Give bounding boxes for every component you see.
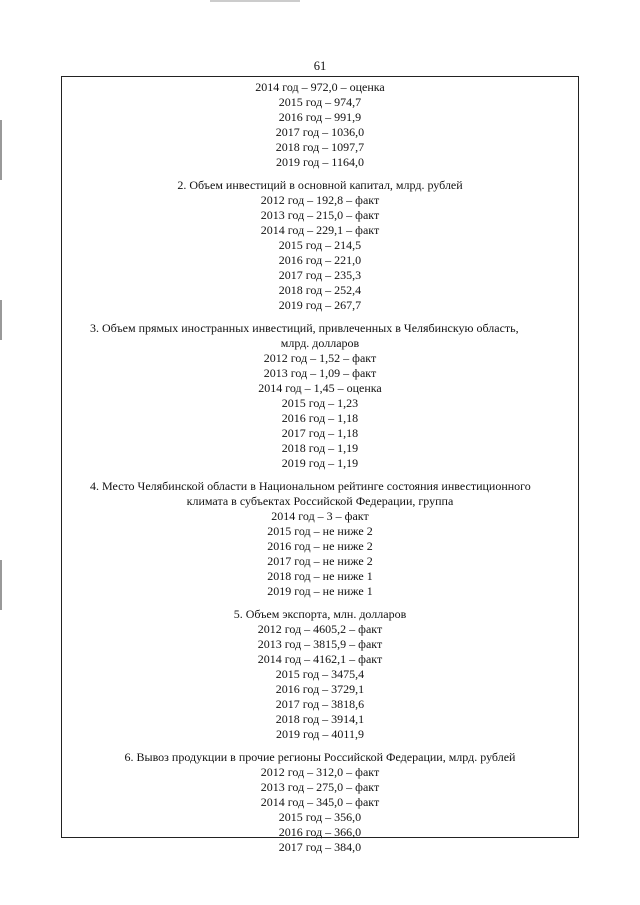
scan-edge-mark <box>0 300 2 340</box>
value-line: 2012 год – 4605,2 – факт <box>257 622 383 636</box>
value-line: 2017 год – 1,18 <box>281 426 359 440</box>
value-line: 2015 год – не ниже 2 <box>267 524 373 538</box>
page-number: 61 <box>313 59 327 73</box>
value-line: 2019 год – 1,19 <box>281 456 359 470</box>
value-line: 2014 год – 1,45 – оценка <box>258 381 382 395</box>
value-line: 2012 год – 312,0 – факт <box>260 765 380 779</box>
value-line: 2018 год – 1097,7 <box>275 140 365 154</box>
value-line: 2016 год – 3729,1 <box>275 682 365 696</box>
section-heading: 5. Объем экспорта, млн. долларов <box>233 607 407 621</box>
value-line: 2019 год – 267,7 <box>278 298 362 312</box>
value-line: 2014 год – 229,1 – факт <box>260 223 380 237</box>
value-line: 2013 год – 1,09 – факт <box>263 366 377 380</box>
value-line: 2014 год – 4162,1 – факт <box>257 652 383 666</box>
value-line: 2019 год – 1164,0 <box>276 155 364 169</box>
content-frame <box>61 76 579 854</box>
value-line: 2016 год – 221,0 <box>278 253 362 267</box>
value-line: 2014 год – 3 – факт <box>271 509 369 523</box>
scan-edge-mark <box>0 560 2 610</box>
value-line: 2016 год – 366,0 <box>278 825 362 839</box>
value-line: 2015 год – 356,0 <box>278 810 362 824</box>
value-line: 2017 год – 3818,6 <box>275 697 365 711</box>
section-heading: 2. Объем инвестиций в основной капитал, млрд. рублей <box>177 178 463 192</box>
value-line: 2016 год – 991,9 <box>278 110 362 124</box>
section-heading: 6. Вывоз продукции в прочие регионы Российской Федерации, млрд. рублей <box>124 750 516 764</box>
value-line: 2012 год – 1,52 – факт <box>263 351 377 365</box>
value-line: 2015 год – 3475,4 <box>275 667 365 681</box>
section-heading: 3. Объем прямых иностранных инвестиций, привлеченных в Челябинскую область, <box>90 321 519 335</box>
indicator-list <box>62 80 578 855</box>
value-line: 2013 год – 3815,9 – факт <box>257 637 383 651</box>
value-line: 2018 год – не ниже 1 <box>267 569 373 583</box>
value-line: 2013 год – 215,0 – факт <box>260 208 380 222</box>
value-line: 2018 год – 3914,1 <box>275 712 365 726</box>
value-line: 2013 год – 275,0 – факт <box>260 780 380 794</box>
value-line: 2017 год – не ниже 2 <box>267 554 373 568</box>
section-heading-continuation: климата в субъектах Российской Федерации, группа <box>186 494 454 508</box>
value-line: 2018 год – 252,4 <box>278 283 362 297</box>
value-line: 2015 год – 1,23 <box>281 396 359 410</box>
value-line: 2018 год – 1,19 <box>281 441 359 455</box>
value-line: 2019 год – не ниже 1 <box>267 584 373 598</box>
value-line: 2016 год – 1,18 <box>281 411 359 425</box>
value-line: 2012 год – 192,8 – факт <box>260 193 380 207</box>
value-line: 2017 год – 384,0 <box>278 840 362 854</box>
scan-smudge <box>210 0 300 2</box>
section-heading: 4. Место Челябинской области в Национальном рейтинге состояния инвестиционного <box>90 479 531 493</box>
value-line: 2014 год – 345,0 – факт <box>260 795 380 809</box>
scan-edge-mark <box>0 120 2 180</box>
value-line: 2017 год – 1036,0 <box>275 125 365 139</box>
value-line: 2016 год – не ниже 2 <box>267 539 373 553</box>
section-heading-continuation: млрд. долларов <box>280 336 360 350</box>
value-line: 2014 год – 972,0 – оценка <box>255 80 385 94</box>
value-line: 2015 год – 974,7 <box>278 95 362 109</box>
value-line: 2017 год – 235,3 <box>278 268 362 282</box>
value-line: 2015 год – 214,5 <box>278 238 362 252</box>
value-line: 2019 год – 4011,9 <box>276 727 364 741</box>
